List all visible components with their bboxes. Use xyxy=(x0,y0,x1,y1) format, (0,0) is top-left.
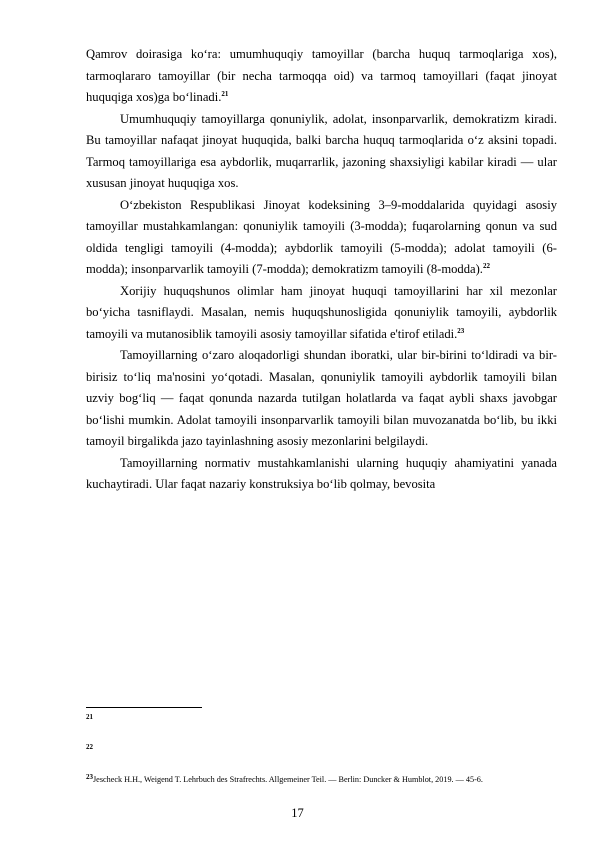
page-number: 17 xyxy=(291,806,304,820)
paragraph: Qamrov doirasiga ko‘ra: umumhuquqiy tamoyillar (barcha huquq tarmoqlariga xos), tarmoqlararo tamoyillar (bir necha tarmoqqa oid) va tarmoq tamoyillari (faqat jinoyat huquqiga xos)ga bo‘linadi.$^{21}$ xyxy=(86,47,557,104)
paragraph: Xorijiy huquqshunos olimlar ham jinoyat huquqi tamoyillarini har xil mezonlar bo‘yicha tasniflaydi. Masalan, nemis huquqshunosligida qonuniylik tamoyili, aybdorlik tamoyili va mutanosiblik tamoyili asosiy tamoyillar sifatida e'tirof etiladi.$^{23}$ xyxy=(86,283,557,341)
footnote-number: 23 xyxy=(86,773,93,781)
paragraph: Umumhuquqiy tamoyillarga qonuniylik, adolat, insonparvarlik, demokratizm kiradi. Bu tamoyillar nafaqat jinoyat huquqida, balki barcha huquq tarmoqlarida o‘z aksini topadi. Tarmoq tamoyillariga esa aybdorlik, muqarrarlik, jazoning shaxsiyligi kabilar kiradi — ular xususan jinoyat huquqiga xos. xyxy=(86,111,557,190)
paragraph: Tamoyillarning normativ mustahkamlanishi ularning huquqiy ahamiyatini yanada kuchaytiradi. Ular faqat nazariy konstruksiya bo‘lib qolmay, bevosita xyxy=(86,455,557,491)
body-text xyxy=(86,44,557,496)
paragraph: O‘zbekiston Respublikasi Jinoyat kodeksining 3–9-moddalarida quyidagi asosiy tamoyillar mustahkamlangan: qonuniylik tamoyili (3-modda); fuqarolarning qonun va sud oldida tengligi tamoyili (4-modda); aybdorlik tamoyili (5-modda); adolat tamoyili (6-modda); insonparvarlik tamoyili (7-modda); demokratizm tamoyili (8-modda).$^{22}$ xyxy=(86,197,557,276)
footnote-ref[interactable]: 23 xyxy=(457,326,465,335)
paragraph: Tamoyillarning o‘zaro aloqadorligi shundan iboratki, ular bir-birini to‘ldiradi va bir-birisiz to‘liq ma'nosini yo‘qotadi. Masalan, qonuniylik tamoyili aybdorlik tamoyili bilan uzviy bog‘liq — faqat qonunda nazarda tutilgan holatlarda va faqat aybli shaxs javobgar bo‘lishi mumkin. Adolat tamoyili insonparvarlik tamoyili bilan muvozanatda bo‘lib, bu ikki tamoyil birgalikda jazo tayinlashning asosiy mezonlarini belgilaydi. xyxy=(86,348,557,448)
footnote-separator xyxy=(86,707,202,708)
footnote xyxy=(86,741,557,753)
footnote xyxy=(86,711,557,723)
footnote-ref[interactable]: 21 xyxy=(221,90,229,98)
footnote xyxy=(86,772,557,785)
footnote-number: 22 xyxy=(86,743,93,751)
footnote-ref[interactable]: 22 xyxy=(482,262,490,270)
footnote-text: Jescheck H.H., Weigend T. Lehrbuch des Strafrechts. Allgemeiner Teil. — Berlin: Duncker & Humblot, 2019. — 45-6. xyxy=(93,775,483,784)
footnote-number: 21 xyxy=(86,713,93,721)
